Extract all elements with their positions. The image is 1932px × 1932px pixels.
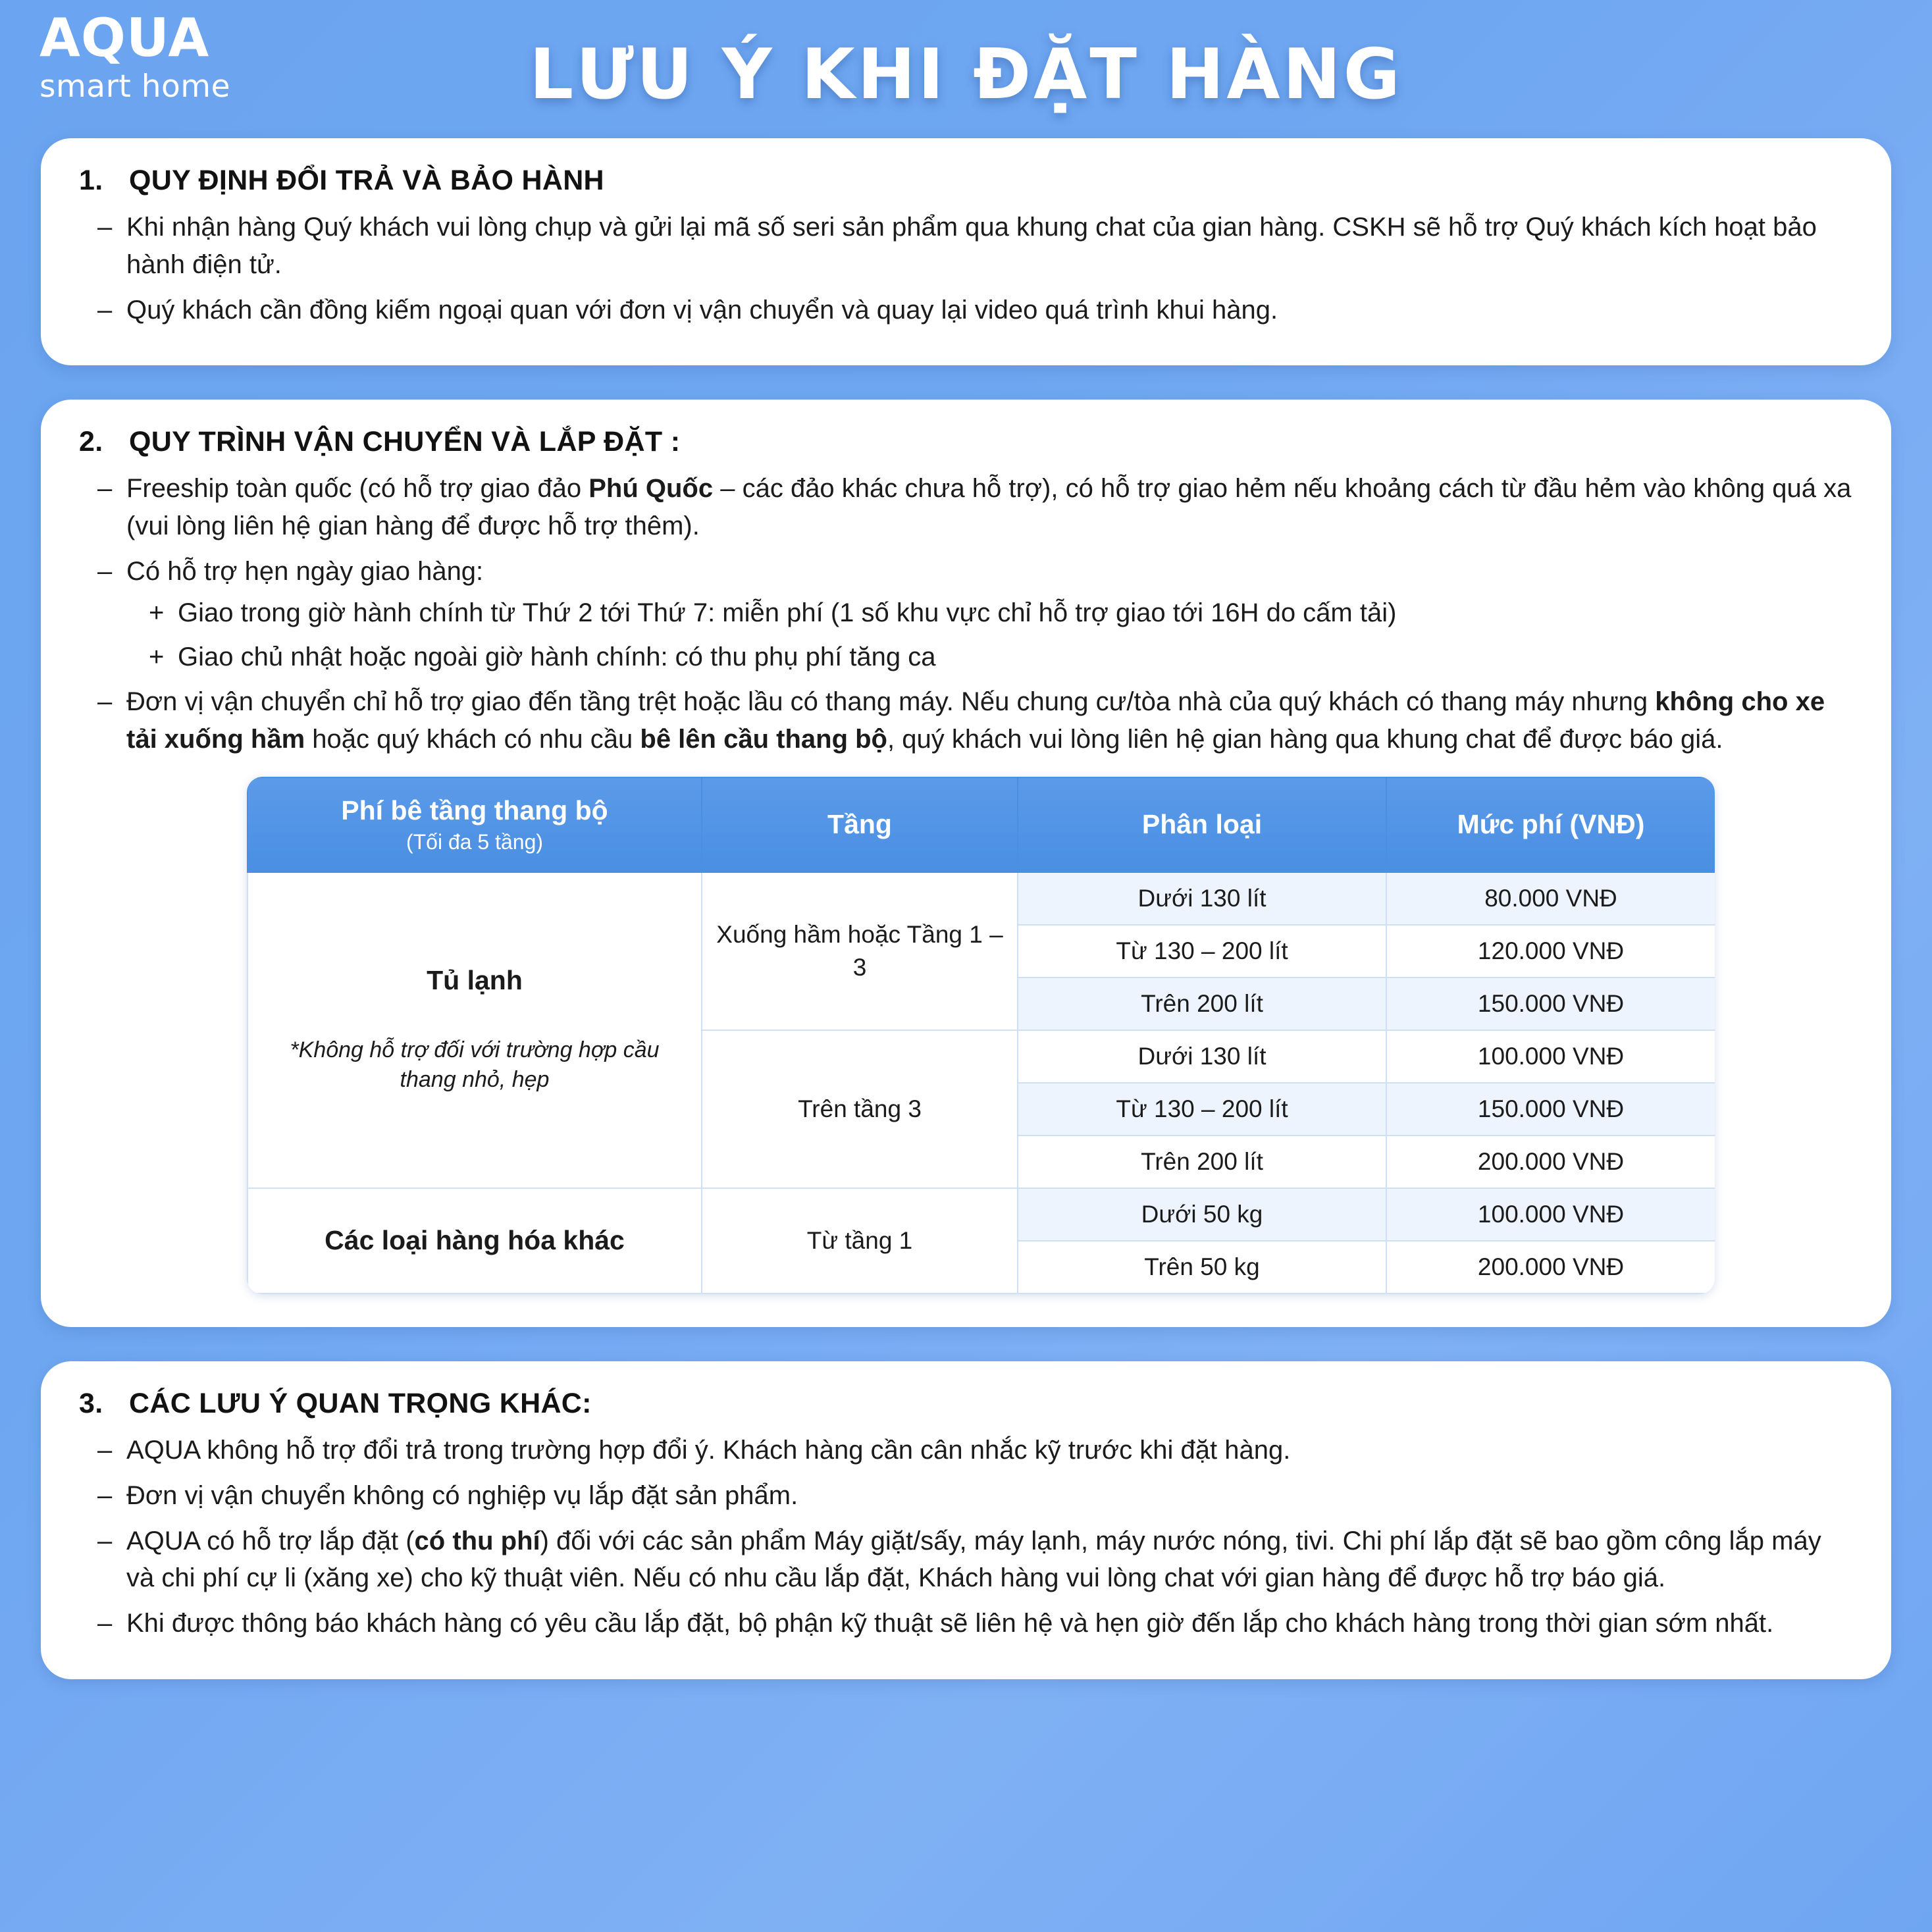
list-item <box>79 553 1853 675</box>
text-fragment: Có hỗ trợ hẹn ngày giao hàng: <box>126 556 484 586</box>
list-item <box>79 683 1853 758</box>
header-cell-category-label: Phí bê tầng thang bộ <box>341 795 608 825</box>
cell-fee: 100.000 VNĐ <box>1386 1030 1715 1083</box>
text-fragment: Đơn vị vận chuyển chỉ hỗ trợ giao đến tầng trệt hoặc lầu có thang máy. Nếu chung cư/tòa nhà của quý khách có thang máy nhưng <box>126 687 1656 717</box>
section-1-list <box>79 209 1853 328</box>
header-cell-fee: Mức phí (VNĐ) <box>1386 777 1715 872</box>
cell-kind: Dưới 130 lít <box>1018 872 1386 925</box>
cell-category-other: Các loại hàng hóa khác <box>248 1188 702 1293</box>
cell-category-note: *Không hỗ trợ đối với trường hợp cầu thang nhỏ, hẹp <box>290 1037 660 1093</box>
cell-kind: Từ 130 – 200 lít <box>1018 925 1386 978</box>
text-emphasis: bê lên cầu thang bộ <box>640 725 887 754</box>
sub-list-item: + Giao trong giờ hành chính từ Thứ 2 tới Thứ 7: miễn phí (1 số khu vực chỉ hỗ trợ giao tới 16H do cấm tải) <box>126 594 1853 632</box>
section-card-2 <box>41 400 1891 1327</box>
cell-fee: 150.000 VNĐ <box>1386 1083 1715 1136</box>
cell-category-fridge <box>248 872 702 1188</box>
brand-logo <box>39 7 231 105</box>
cell-kind: Từ 130 – 200 lít <box>1018 1083 1386 1136</box>
cell-fee: 200.000 VNĐ <box>1386 1136 1715 1188</box>
cell-kind: Trên 200 lít <box>1018 978 1386 1030</box>
table-row <box>248 872 1715 925</box>
header-cell-floor: Tầng <box>702 777 1018 872</box>
section-card-1 <box>41 138 1891 365</box>
cell-fee: 120.000 VNĐ <box>1386 925 1715 978</box>
page-title: LƯU Ý KHI ĐẶT HÀNG <box>529 34 1403 115</box>
text-fragment: AQUA có hỗ trợ lắp đặt ( <box>126 1526 415 1555</box>
cell-floor-2: Trên tầng 3 <box>702 1030 1018 1188</box>
list-item <box>79 1523 1853 1598</box>
cell-fee: 100.000 VNĐ <box>1386 1188 1715 1241</box>
section-2-sublist <box>126 594 1853 676</box>
cell-category-label: Tủ lạnh <box>427 964 523 995</box>
list-item: – Quý khách cần đồng kiếm ngoại quan với đơn vị vận chuyển và quay lại video quá trình khui hàng. <box>79 292 1853 329</box>
section-3-title: CÁC LƯU Ý QUAN TRỌNG KHÁC: <box>129 1387 592 1419</box>
header-cell-category <box>248 777 702 872</box>
stair-fee-table <box>247 777 1715 1294</box>
text-emphasis: Phú Quốc <box>588 474 714 504</box>
list-item: – Đơn vị vận chuyển không có nghiệp vụ lắp đặt sản phẩm. <box>79 1477 1853 1515</box>
list-item <box>79 470 1853 545</box>
text-fragment: hoặc quý khách có nhu cầu <box>305 725 640 754</box>
header-cell-kind: Phân loại <box>1018 777 1386 872</box>
table-row <box>248 1188 1715 1241</box>
header-cell-category-note: (Tối đa 5 tầng) <box>405 829 544 854</box>
text-emphasis: có thu phí <box>414 1526 540 1555</box>
section-2-number: 2. <box>79 426 103 458</box>
table-header-row <box>248 777 1715 872</box>
cell-floor-1: Xuống hầm hoặc Tầng 1 – 3 <box>702 872 1018 1030</box>
cell-fee: 80.000 VNĐ <box>1386 872 1715 925</box>
list-item: – AQUA không hỗ trợ đổi trả trong trường hợp đổi ý. Khách hàng cần cân nhắc kỹ trước khi đặt hàng. <box>79 1432 1853 1469</box>
stair-fee-table-wrapper <box>247 777 1715 1294</box>
brand-name: AQUA <box>39 7 210 68</box>
section-3-number: 3. <box>79 1387 103 1419</box>
cell-fee: 200.000 VNĐ <box>1386 1241 1715 1293</box>
cell-kind: Trên 50 kg <box>1018 1241 1386 1293</box>
section-2-list <box>79 470 1853 758</box>
text-fragment: , quý khách vui lòng liên hệ gian hàng qua khung chat để được báo giá. <box>887 725 1723 754</box>
list-item: – Khi được thông báo khách hàng có yêu cầu lắp đặt, bộ phận kỹ thuật sẽ liên hệ và hẹn giờ đến lắp cho khách hàng trong thời gian sớm nhất. <box>79 1605 1853 1642</box>
text-fragment: – các đảo khác chưa hỗ trợ), có hỗ trợ giao hẻm nếu khoảng cách từ đầu hẻm vào không quá xa (vui lòng liên hệ gian hàng để được hỗ trợ thêm). <box>126 474 1852 541</box>
cell-kind: Trên 200 lít <box>1018 1136 1386 1188</box>
cell-kind: Dưới 50 kg <box>1018 1188 1386 1241</box>
section-1-number: 1. <box>79 165 103 196</box>
section-3-list <box>79 1432 1853 1642</box>
brand-tagline: smart home <box>39 68 231 105</box>
text-emphasis: không cho xe tải xuống hầm <box>126 687 1825 754</box>
sub-list-item: + Giao chủ nhật hoặc ngoài giờ hành chính: có thu phụ phí tăng ca <box>126 639 1853 676</box>
cell-kind: Dưới 130 lít <box>1018 1030 1386 1083</box>
section-1-title: QUY ĐỊNH ĐỔI TRẢ VÀ BẢO HÀNH <box>129 165 604 196</box>
text-fragment: Freeship toàn quốc (có hỗ trợ giao đảo <box>126 474 589 504</box>
cell-floor-3: Từ tầng 1 <box>702 1188 1018 1293</box>
text-fragment: ) đối với các sản phẩm Máy giặt/sấy, máy lạnh, máy nước nóng, tivi. Chi phí lắp đặt sẽ bao gồm công lắp máy và chi phí cự li (xăng xe) cho kỹ thuật viên. Nếu có nhu cầu lắp đặt, Khách hàng vui lòng chat với gian hàng để được hỗ trợ báo giá. <box>126 1526 1821 1593</box>
section-2-title: QUY TRÌNH VẬN CHUYỂN VÀ LẮP ĐẶT : <box>129 426 681 458</box>
section-3-heading <box>79 1388 1853 1420</box>
section-1-heading <box>79 165 1853 197</box>
cell-fee: 150.000 VNĐ <box>1386 978 1715 1030</box>
page-header <box>0 0 1932 138</box>
section-card-3 <box>41 1361 1891 1679</box>
list-item: – Khi nhận hàng Quý khách vui lòng chụp và gửi lại mã số seri sản phẩm qua khung chat của gian hàng. CSKH sẽ hỗ trợ Quý khách kích hoạt bảo hành điện tử. <box>79 209 1853 284</box>
section-2-heading <box>79 426 1853 458</box>
